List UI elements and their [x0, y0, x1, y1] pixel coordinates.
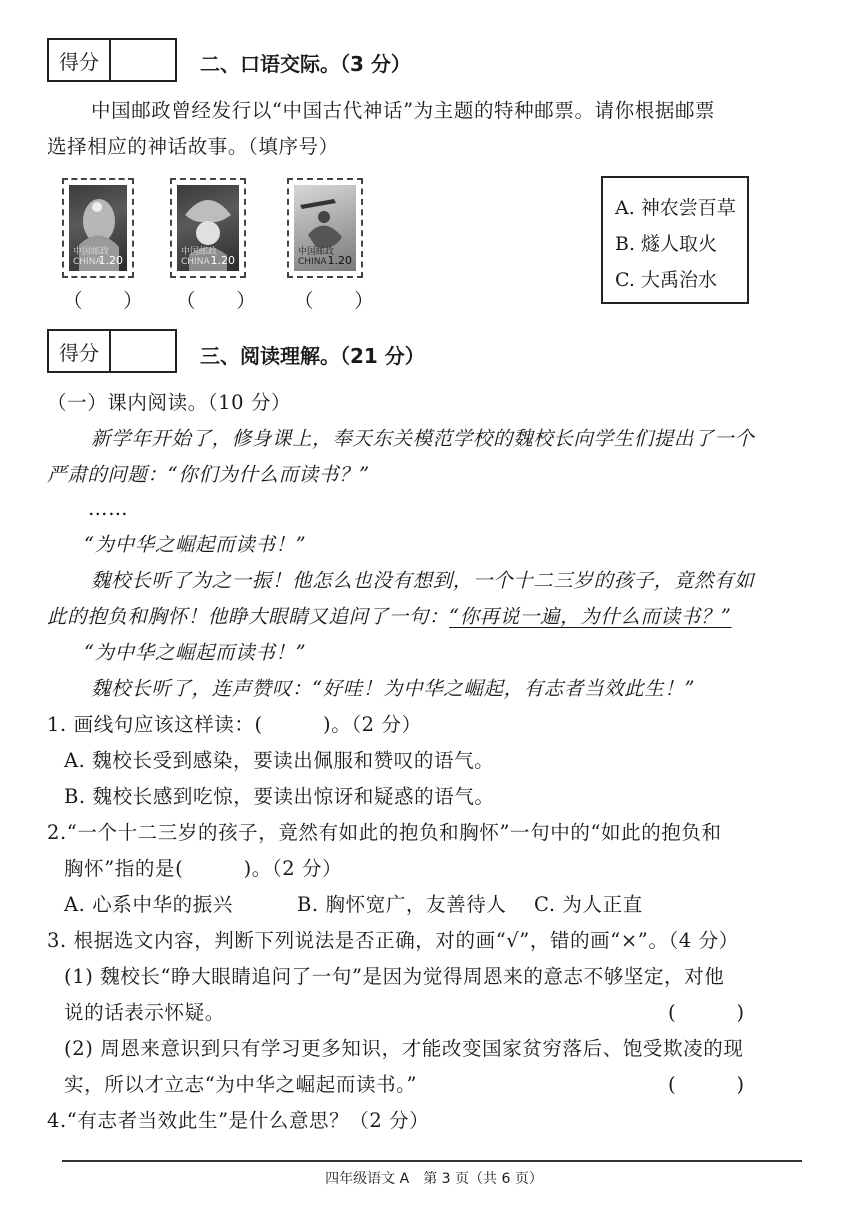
stamp-3	[287, 178, 363, 278]
score-label: 得分	[49, 40, 111, 80]
score-blank[interactable]	[111, 331, 175, 371]
stamp-1-caption: 中国邮政 CHINA	[73, 247, 110, 267]
question-3-1-line1: (1) 魏校长“睁大眼睛追问了一句”是因为觉得周恩来的意志不够坚定，对他	[64, 965, 725, 988]
score-blank[interactable]	[111, 40, 175, 80]
stamp-1-answer-blank[interactable]: （ ）	[63, 289, 144, 312]
passage-p5: 魏校长听了，连声赞叹：“好哇！为中华之崛起，有志者当效此生！”	[91, 677, 696, 700]
question-1-option-a: A. 魏校长受到感染，要读出佩服和赞叹的语气。	[64, 749, 495, 772]
passage-p4: “为中华之崛起而读书！”	[84, 641, 307, 664]
passage-p2: “为中华之崛起而读书！”	[84, 533, 307, 556]
stamp-1-value: 1.20	[98, 254, 123, 267]
passage-p1-line1: 新学年开始了，修身课上，奉天东关模范学校的魏校长向学生们提出了一个	[91, 427, 755, 450]
footer-rule	[62, 1160, 802, 1162]
page-footer: 四年级语文 A 第 3 页（共 6 页）	[325, 1171, 543, 1187]
passage-ellipsis: ……	[88, 497, 129, 520]
option-a: A. 神农尝百草	[615, 197, 736, 219]
stamp-3-answer-blank[interactable]: （ ）	[294, 289, 375, 312]
underlined-sentence: “你再说一遍，为什么而读书？”	[449, 605, 732, 628]
stamp-2-answer-blank[interactable]: （ ）	[176, 289, 257, 312]
stamp-2	[170, 178, 246, 278]
question-3: 3. 根据选文内容，判断下列说法是否正确，对的画“√”，错的画“×”。（4 分）	[47, 929, 739, 952]
section3-title: 三、阅读理解。（21 分）	[200, 344, 425, 368]
section2-title: 二、口语交际。（3 分）	[200, 52, 411, 76]
score-label: 得分	[49, 331, 111, 371]
question-4: 4.“有志者当效此生”是什么意思？（2 分）	[47, 1109, 430, 1132]
option-b: B. 燧人取火	[615, 233, 718, 255]
question-3-2-line2: 实，所以才立志“为中华之崛起而读书。”	[64, 1073, 418, 1096]
part1-title: （一）课内阅读。（10 分）	[47, 391, 292, 414]
passage-p3-line2-text: 此的抱负和胸怀！他睁大眼睛又追问了一句：	[47, 605, 450, 628]
score-box-section3	[47, 329, 177, 373]
stamp-2-value: 1.20	[210, 254, 235, 267]
question-1: 1. 画线句应该这样读：( )。（2 分）	[47, 713, 422, 736]
question-2-option-c: C. 为人正直	[534, 893, 643, 916]
question-1-option-b: B. 魏校长感到吃惊，要读出惊讶和疑惑的语气。	[64, 785, 495, 808]
stamp-3-caption: 中国邮政 CHINA	[298, 247, 335, 267]
question-3-2-answer-blank[interactable]: ( )	[668, 1073, 745, 1096]
question-2-line1: 2.“一个十二三岁的孩子，竟然有如此的抱负和胸怀”一句中的“如此的抱负和	[47, 821, 722, 844]
section2-intro-line2: 选择相应的神话故事。（填序号）	[47, 135, 339, 158]
question-2-option-a: A. 心系中华的振兴	[64, 893, 233, 916]
stamp-3-value: 1.20	[327, 254, 352, 267]
myth-options-box	[601, 176, 749, 304]
stamp-1	[62, 178, 134, 278]
question-3-1-answer-blank[interactable]: ( )	[668, 1001, 745, 1024]
question-2-option-b: B. 胸怀宽广，友善待人	[297, 893, 507, 916]
passage-p3-line2	[47, 604, 731, 630]
section2-intro-line1: 中国邮政曾经发行以“中国古代神话”为主题的特种邮票。请你根据邮票	[91, 99, 716, 122]
stamp-2-caption: 中国邮政 CHINA	[181, 247, 218, 267]
question-3-1-line2: 说的话表示怀疑。	[64, 1001, 225, 1024]
question-3-2-line1: (2) 周恩来意识到只有学习更多知识，才能改变国家贫穷落后、饱受欺凌的现	[64, 1037, 744, 1060]
score-box-section2	[47, 38, 177, 82]
question-2-line2: 胸怀”指的是( )。（2 分）	[64, 857, 343, 880]
passage-p3-line1: 魏校长听了为之一振！他怎么也没有想到，一个十二三岁的孩子，竟然有如	[91, 569, 755, 592]
passage-p1-line2: 严肃的问题：“你们为什么而读书？”	[47, 463, 370, 486]
option-c: C. 大禹治水	[615, 269, 717, 291]
